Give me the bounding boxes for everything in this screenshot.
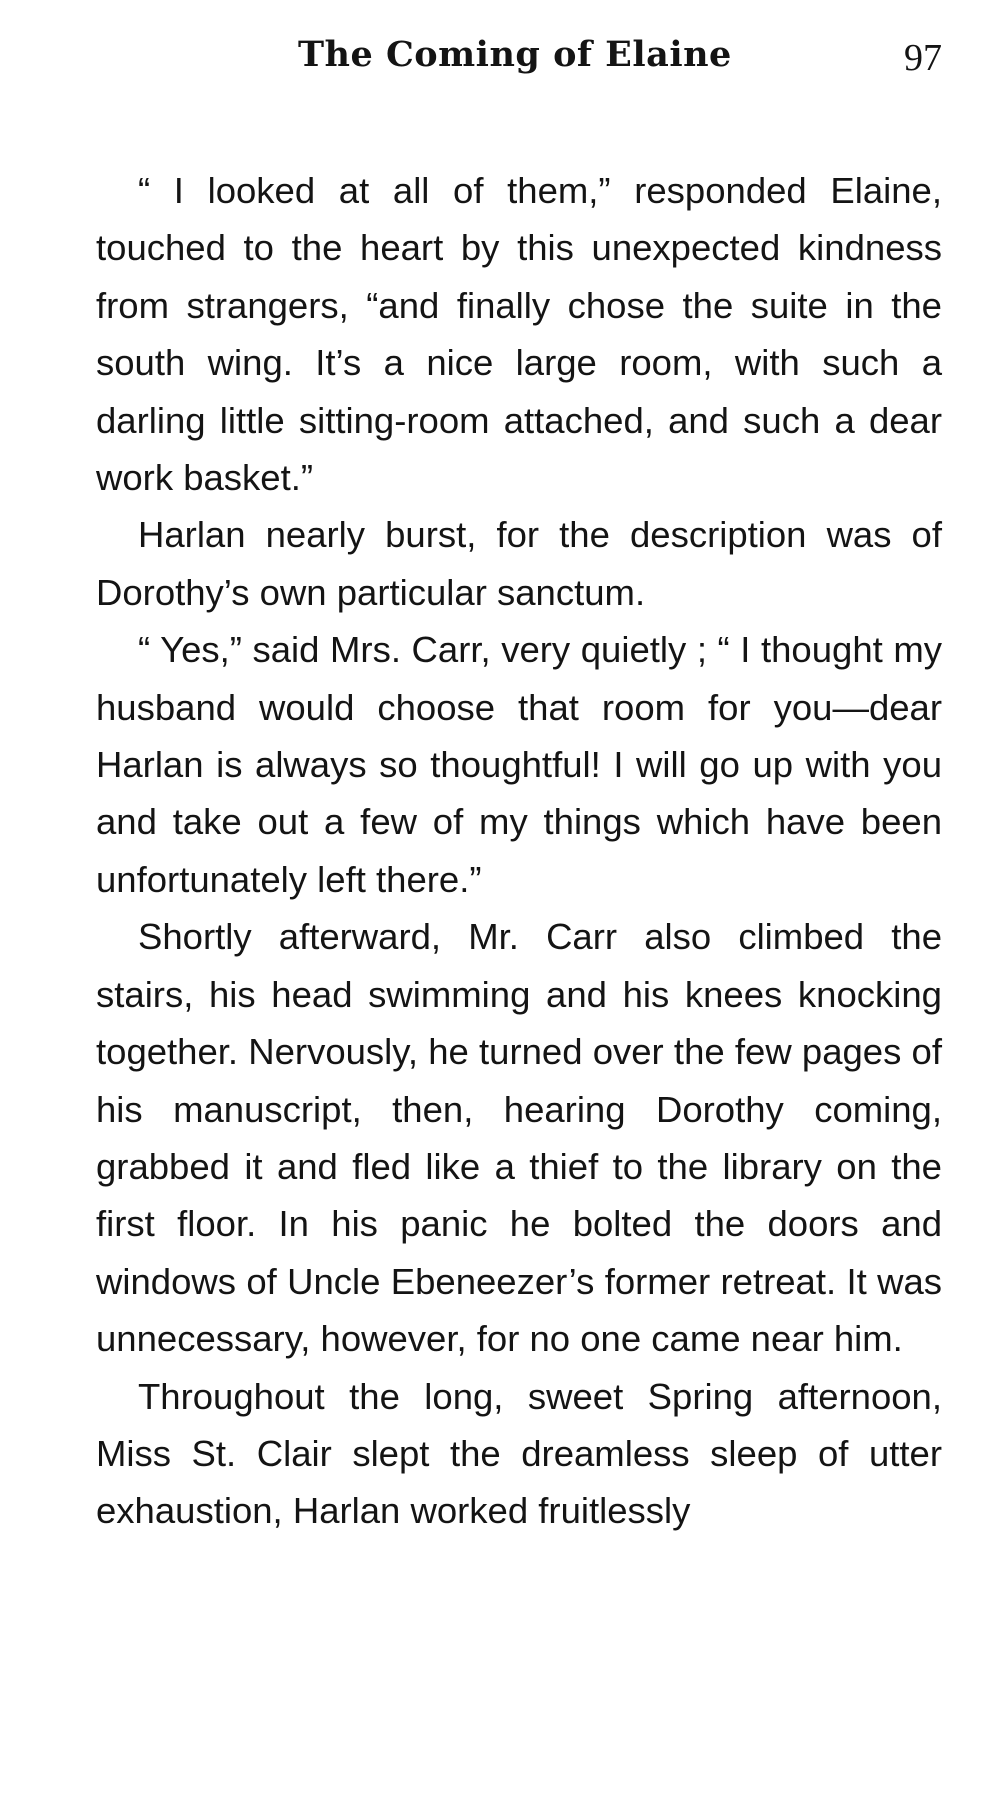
paragraph: Throughout the long, sweet Spring afternoon, Miss St. Clair slept the dreamless sleep of utter exhaustion, Harlan worked fruitlessly xyxy=(96,1375,942,1532)
body-text xyxy=(96,162,942,1540)
paragraph: Harlan nearly burst, for the description was of Dorothy’s own particular sanctum. xyxy=(96,514,942,613)
paragraph: Shortly afterward, Mr. Carr also climbed the stairs, his head swimming and his knees knocking together. Nervously, he turned over the few pages of his manuscript, then, hearing Dorothy coming, grabbed it and fled like a thief to the library on the first floor. In his panic he bolted the doors and windows of Uncle Ebeneezer’s former retreat. It was unnecessary, however, for no one came near him. xyxy=(96,916,942,1360)
paragraph: “ I looked at all of them,” responded Elaine, touched to the heart by this unexpected kindness from strangers, “and finally chose the suite in the south wing. It’s a nice large room, with such a darling little sitting-room attached, and such a dear work basket.” xyxy=(96,170,942,499)
page-number: 97 xyxy=(904,37,942,79)
running-title: The Coming of Elaine xyxy=(298,34,732,75)
paragraph: “ Yes,” said Mrs. Carr, very quietly ; “ I thought my husband would choose that room for you—dear Harlan is always so thoughtful! I will go up with you and take out a few of my things which have been unfortunately left there.” xyxy=(96,629,942,900)
running-head xyxy=(96,28,942,88)
